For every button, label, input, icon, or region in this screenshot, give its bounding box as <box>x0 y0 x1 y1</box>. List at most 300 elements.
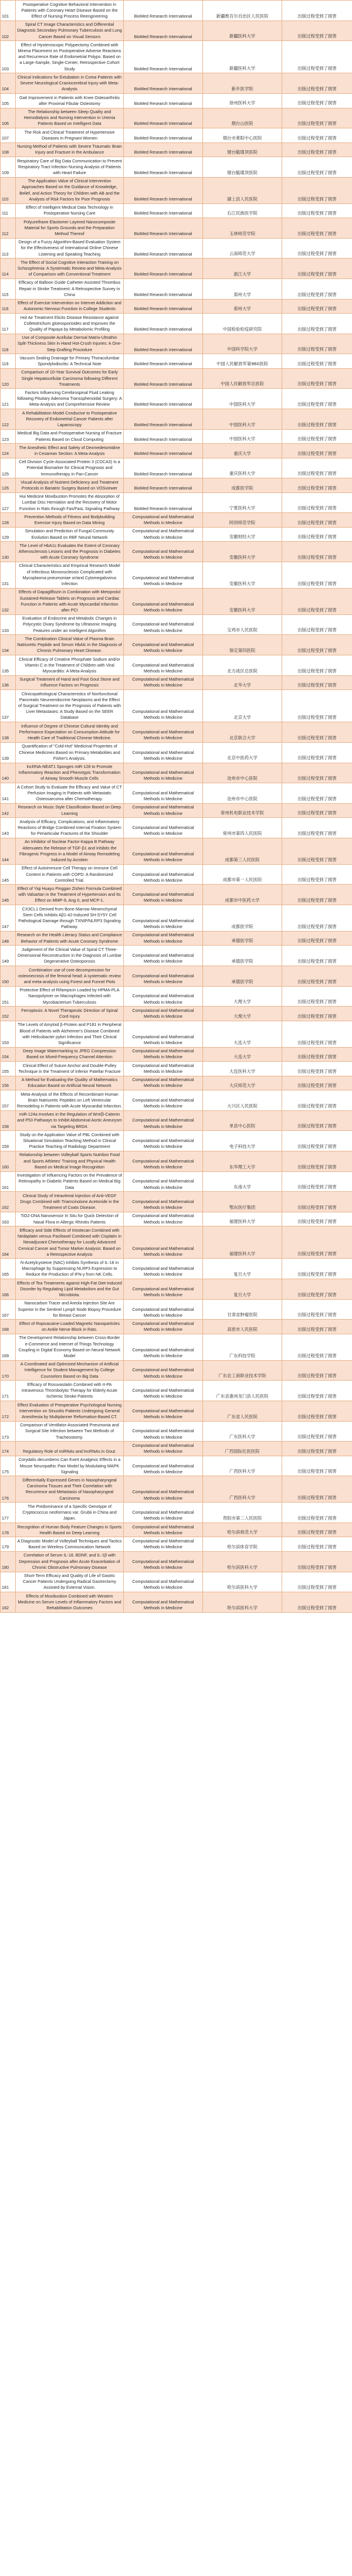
article-title-cell: Hot Air Treatment Elicits Disease Resistance against Colletotrichum gloeosporioides and Improves the Quality of Papaya by Metabolomic Profiling <box>16 314 124 334</box>
journal-name-cell: Computational and Mathematical Methods in Medicine <box>124 675 203 689</box>
table-row <box>1 1334 352 1360</box>
journal-name-cell: Computational and Mathematical Methods in Medicine <box>124 690 203 722</box>
row-index-cell: 104 <box>1 73 16 94</box>
article-title-cell: Clinicopathological Characteristics of Nonfunctional Pancreatic Neuroendocrine Neoplasms and the Effect of Surgical Treatment on the Prognosis of Patients with Liver Metastases: A Study Based on the SEER Database <box>16 690 124 722</box>
retraction-reason-cell: 出版过程受到了损害 <box>282 1192 352 1212</box>
table-row <box>1 1421 352 1442</box>
institution-cell: 贵阳市第二人民医院 <box>203 1503 282 1523</box>
row-index-cell: 134 <box>1 635 16 655</box>
institution-cell: 哈尔滨师范大学 <box>203 1523 282 1537</box>
institution-cell: 新疆维吾尔自治区人民医院 <box>203 1 282 21</box>
institution-cell: 哈尔滨体育学院 <box>203 1537 282 1551</box>
row-index-cell: 127 <box>1 492 16 513</box>
article-title-cell: Analysis of Efficacy, Complications, and Inflammatory Reactions of Bridge Combined Internal Fixation System for Periarticular Fractures of the Shoulder <box>16 818 124 838</box>
institution-cell: 北京中医药大学 <box>203 742 282 763</box>
institution-cell: 中国医科大学 <box>203 389 282 409</box>
row-index-cell: 133 <box>1 614 16 635</box>
journal-name-cell: BioMed Research International <box>124 299 203 313</box>
retraction-reason-cell: 出版过程受到了损害 <box>282 314 352 334</box>
journal-name-cell: Computational and Mathematical Methods in Medicine <box>124 1401 203 1422</box>
retraction-reason-cell: 出版过程受到了损害 <box>282 278 352 299</box>
table-row <box>1 218 352 239</box>
journal-name-cell: BioMed Research International <box>124 368 203 389</box>
retraction-reason-cell: 出版过程受到了损害 <box>282 492 352 513</box>
row-index-cell: 158 <box>1 1110 16 1131</box>
journal-name-cell: Computational and Mathematical Methods in Medicine <box>124 1523 203 1537</box>
retraction-reason-cell: 出版过程受到了损害 <box>282 389 352 409</box>
article-title-cell: Medical Big Data and Postoperative Nursing of Fracture Patients Based on Cloud Computing <box>16 429 124 443</box>
table-row <box>1 314 352 334</box>
article-title-cell: Ferroptosis: A Novel Therapeutic Direction of Spinal Cord Injury <box>16 1007 124 1021</box>
article-title-cell: Effect of Hysteroscopic Polypectomy Combined with Mirena Placement on Postoperative Adverse Reactions and Recurrence Rate of Endometrial Polyps: Based on a Large-Sample, Single-Center, Retrospective Cohort Study <box>16 41 124 73</box>
table-row <box>1 238 352 259</box>
row-index-cell: 145 <box>1 864 16 885</box>
table-row <box>1 742 352 763</box>
article-title-cell: Cell Division Cycle-Associated Protein 3 (CDCA3) Is a Potential Biomarker for Clinical Prognosis and Immunotherapy in Pan-Cancer <box>16 458 124 478</box>
journal-name-cell: Computational and Mathematical Methods in Medicine <box>124 1047 203 1061</box>
journal-name-cell: Computational and Mathematical Methods in Medicine <box>124 1334 203 1360</box>
row-index-cell: 101 <box>1 1 16 21</box>
journal-name-cell: Computational and Mathematical Methods in Medicine <box>124 1503 203 1523</box>
article-title-cell: Investigation of Influencing Factors on the Prevalence of Retinopathy in Diabetic Patients Based on Medical Big Data <box>16 1171 124 1192</box>
article-title-cell: A Cohort Study to Evaluate the Efficacy and Value of CT Perfusion Imaging in Patients with Metastatic Osteosarcoma after Chemotherapy. <box>16 783 124 804</box>
row-index-cell: 131 <box>1 562 16 588</box>
table-row <box>1 444 352 458</box>
row-index-cell: 150 <box>1 966 16 987</box>
retraction-reason-cell: 出版过程受到了损害 <box>282 1299 352 1320</box>
article-title-cell: The Development Relationship between Cross-Border e-Commerce and Internet of Things Technology Coupling in Digital Economy Based on Neural Network Model <box>16 1334 124 1360</box>
article-title-cell: The Relationship between Sleep Quality and Hemodialysis and Nursing Intervention in Uremia Patients Based on Intelligent Data <box>16 108 124 128</box>
institution-cell: 成都医学院 <box>203 478 282 492</box>
table-row <box>1 675 352 689</box>
journal-name-cell: BioMed Research International <box>124 389 203 409</box>
retraction-reason-cell: 出版过程受到了损害 <box>282 986 352 1007</box>
row-index-cell: 147 <box>1 905 16 932</box>
article-title-cell: Deep Image Watermarking to JPEG Compression Based on Mixed-Frequency Channel Attention <box>16 1047 124 1061</box>
institution-cell: 大理大学 <box>203 986 282 1007</box>
row-index-cell: 146 <box>1 885 16 905</box>
retraction-reason-cell: 出版过程受到了损害 <box>282 1592 352 1613</box>
institution-cell: 烟台毓璜顶医院 <box>203 157 282 178</box>
table-row <box>1 931 352 945</box>
retraction-reason-cell: 出版过程受到了损害 <box>282 142 352 157</box>
table-row <box>1 128 352 142</box>
institution-cell: 中国医科大学 <box>203 409 282 430</box>
table-row <box>1 885 352 905</box>
journal-name-cell: Computational and Mathematical Methods in Medicine <box>124 905 203 932</box>
row-index-cell: 106 <box>1 108 16 128</box>
article-title-cell: The Combination Clinical Value of Plasma Brain Natriuretic Peptide and Serum HbAlc in the Diagnosis of Chronic Pulmonary Heart Disease. <box>16 635 124 655</box>
row-index-cell: 171 <box>1 1381 16 1401</box>
retraction-reason-cell: 出版过程受到了损害 <box>282 818 352 838</box>
table-row <box>1 203 352 218</box>
article-title-cell: Research on Music Style Classification Based on Deep Learning <box>16 803 124 817</box>
article-title-cell: Efficacy and Side Effects of Irinotecan Combined with Nedaplatin versus Paclitaxel Combined with Cisplatin in Neoadjuvant Chemotherapy for Locally Advanced Cervical Cancer and Tumor Marker Analysis: Based on a Retrospective Analysis <box>16 1226 124 1259</box>
row-index-cell: 181 <box>1 1572 16 1592</box>
row-index-cell: 167 <box>1 1299 16 1320</box>
table-body <box>1 1 352 1613</box>
table-row <box>1 1076 352 1090</box>
journal-name-cell: Computational and Mathematical Methods in Medicine <box>124 722 203 743</box>
retraction-reason-cell: 出版过程受到了损害 <box>282 635 352 655</box>
institution-cell: 大理大学 <box>203 1007 282 1021</box>
institution-cell: 浙江大学 <box>203 259 282 279</box>
table-row <box>1 1110 352 1131</box>
journal-name-cell: Computational and Mathematical Methods in Medicine <box>124 1381 203 1401</box>
journal-name-cell: Computational and Mathematical Methods in Medicine <box>124 864 203 885</box>
institution-cell: 哈尔滨医科大学 <box>203 1572 282 1592</box>
journal-name-cell: BioMed Research International <box>124 108 203 128</box>
row-index-cell: 159 <box>1 1131 16 1151</box>
table-row <box>1 1 352 21</box>
retraction-reason-cell: 出版过程受到了损害 <box>282 1320 352 1334</box>
retraction-reason-cell: 出版过程受到了损害 <box>282 1360 352 1381</box>
row-index-cell: 105 <box>1 94 16 108</box>
row-index-cell: 149 <box>1 946 16 966</box>
table-row <box>1 389 352 409</box>
table-row <box>1 94 352 108</box>
institution-cell: 颍上县人民医院 <box>203 177 282 203</box>
article-title-cell: TiO2-DNA Nanosensor In Situ for Quick Detection of Nasal Flora in Allergic Rhinitis Patients <box>16 1212 124 1226</box>
journal-name-cell: Computational and Mathematical Methods in Medicine <box>124 1021 203 1047</box>
table-row <box>1 803 352 817</box>
table-row <box>1 1226 352 1259</box>
journal-name-cell: Computational and Mathematical Methods in Medicine <box>124 1279 203 1300</box>
journal-name-cell: Computational and Mathematical Methods in Medicine <box>124 1259 203 1279</box>
institution-cell: 大连医科大学 <box>203 1062 282 1076</box>
retraction-reason-cell: 出版过程受到了损害 <box>282 885 352 905</box>
retraction-reason-cell: 出版过程受到了损害 <box>282 458 352 478</box>
article-title-cell: Corydalis decumbens Can Exert Analgesic Effects in a Mouse Neuropathic Pain Model by Modulating MAPK Signaling <box>16 1456 124 1476</box>
row-index-cell: 129 <box>1 527 16 541</box>
article-title-cell: lncRNA-NEAT1 Sponges miR-128 to Promote Inflammatory Reaction and Phenotypic Transformation of Airway Smooth Muscle Cells <box>16 763 124 783</box>
institution-cell: 云南师范大学 <box>203 238 282 259</box>
article-title-cell: Combination use of core decompression for osteonecrosis of the femoral head: A systematic review and meta-analysis using Forest and Funnel Plots <box>16 966 124 987</box>
retraction-reason-cell: 出版过程受到了损害 <box>282 21 352 41</box>
retraction-reason-cell: 出版过程受到了损害 <box>282 1442 352 1456</box>
journal-name-cell: BioMed Research International <box>124 177 203 203</box>
row-index-cell: 136 <box>1 675 16 689</box>
table-row <box>1 492 352 513</box>
row-index-cell: 126 <box>1 478 16 492</box>
journal-name-cell: BioMed Research International <box>124 218 203 239</box>
journal-name-cell: Computational and Mathematical Methods in Medicine <box>124 803 203 817</box>
row-index-cell: 180 <box>1 1551 16 1572</box>
journal-name-cell: Computational and Mathematical Methods in Medicine <box>124 542 203 562</box>
institution-cell: 广东省惠州龙门县人民医院 <box>203 1381 282 1401</box>
institution-cell: 高密市人民医院 <box>203 1320 282 1334</box>
retraction-reason-cell: 出版过程受到了损害 <box>282 1226 352 1259</box>
table-row <box>1 1062 352 1076</box>
article-title-cell: Evaluation of Endocrine and Metabolic Changes in Polycystic Ovary Syndrome by Ultrasonic Imaging Features under an Intelligent Algorithm <box>16 614 124 635</box>
table-row <box>1 513 352 527</box>
row-index-cell: 111 <box>1 203 16 218</box>
table-row <box>1 1572 352 1592</box>
article-title-cell: Nursing Method of Patients with Severe Traumatic Brain Injury and Fracture in the Ambulance <box>16 142 124 157</box>
journal-name-cell: Computational and Mathematical Methods in Medicine <box>124 1110 203 1131</box>
article-title-cell: Effects of Dapagliflozin in Combination with Metoprolol Sustained-Release Tablets on Prognosis and Cardiac Function in Patients with Acute Myocardial Infarction after PCI <box>16 588 124 614</box>
row-index-cell: 162 <box>1 1192 16 1212</box>
institution-cell: 大兴区人民医院 <box>203 1090 282 1111</box>
retraction-reason-cell: 出版过程受到了损害 <box>282 1076 352 1090</box>
article-title-cell: Correlation of Serum IL-18, BDNF, and IL-1β with Depression and Prognosis after Acute Exacerbation of Chronic Obstructive Pulmonary Disease <box>16 1551 124 1572</box>
row-index-cell: 172 <box>1 1401 16 1422</box>
retraction-reason-cell: 出版过程受到了损害 <box>282 614 352 635</box>
row-index-cell: 177 <box>1 1503 16 1523</box>
institution-cell: 徐州医科大学 <box>203 94 282 108</box>
retraction-reason-cell: 出版过程受到了损害 <box>282 783 352 804</box>
journal-name-cell: Computational and Mathematical Methods in Medicine <box>124 1421 203 1442</box>
retraction-reason-cell: 出版过程受到了损害 <box>282 238 352 259</box>
article-title-cell: The Effect of Social Cognitive Interaction Training on Schizophrenia: A Systematic Review and Meta-Analysis of Comparison with Conventional Treatment <box>16 259 124 279</box>
retraction-reason-cell: 出版过程受到了损害 <box>282 354 352 368</box>
table-row <box>1 783 352 804</box>
retraction-reason-cell: 出版过程受到了损害 <box>282 444 352 458</box>
row-index-cell: 123 <box>1 429 16 443</box>
institution-cell: 玉林师范学院 <box>203 218 282 239</box>
institution-cell: 中国人民解放军总医院 <box>203 368 282 389</box>
institution-cell: 哈尔滨医科大学 <box>203 1551 282 1572</box>
table-row <box>1 655 352 676</box>
institution-cell: 郑州大学 <box>203 278 282 299</box>
institution-cell: 郑州大学 <box>203 299 282 313</box>
institution-cell: 重庆大学 <box>203 444 282 458</box>
table-row <box>1 1476 352 1503</box>
retraction-reason-cell: 出版过程受到了损害 <box>282 1212 352 1226</box>
table-row <box>1 1442 352 1456</box>
institution-cell: 广东省人民医院 <box>203 1401 282 1422</box>
table-row <box>1 1551 352 1572</box>
article-title-cell: Effects of Tea Treatments against High-Fat Diet-Induced Disorder by Regulating Lipid Metabolism and the Gut Microbiota. <box>16 1279 124 1300</box>
table-row <box>1 690 352 722</box>
article-title-cell: Judgement of the Clinical Value of Spiral CT Three-Dimensional Reconstruction in the Diagnosis of Lumbar Degenerative Osteoporosis <box>16 946 124 966</box>
institution-cell: 甘肃省肿瘤医院 <box>203 1299 282 1320</box>
institution-cell: 鄂东医疗集团 <box>203 1192 282 1212</box>
institution-cell: 重庆医科大学 <box>203 458 282 478</box>
journal-name-cell: Computational and Mathematical Methods in Medicine <box>124 1226 203 1259</box>
table-row <box>1 1503 352 1523</box>
journal-name-cell: Computational and Mathematical Methods in Medicine <box>124 527 203 541</box>
journal-name-cell: Computational and Mathematical Methods in Medicine <box>124 1476 203 1503</box>
journal-name-cell: Computational and Mathematical Methods in Medicine <box>124 1551 203 1572</box>
retraction-reason-cell: 出版过程受到了损害 <box>282 1090 352 1111</box>
article-title-cell: Differentially Expressed Genes in Nasopharyngeal Carcinoma Tissues and Their Correlation with Recurrence and Metastasis of Nasopharyngeal Carcinoma <box>16 1476 124 1503</box>
table-row <box>1 458 352 478</box>
institution-cell: 单县中心医院 <box>203 1110 282 1131</box>
table-row <box>1 1021 352 1047</box>
table-row <box>1 763 352 783</box>
table-row <box>1 1192 352 1212</box>
institution-cell: 大庆师范大学 <box>203 1076 282 1090</box>
journal-name-cell: BioMed Research International <box>124 238 203 259</box>
journal-name-cell: Computational and Mathematical Methods in Medicine <box>124 1360 203 1381</box>
table-row <box>1 1360 352 1381</box>
row-index-cell: 121 <box>1 389 16 409</box>
journal-name-cell: Computational and Mathematical Methods in Medicine <box>124 1007 203 1021</box>
table-row <box>1 864 352 885</box>
retraction-reason-cell: 出版过程受到了损害 <box>282 1131 352 1151</box>
table-row <box>1 1523 352 1537</box>
table-row <box>1 21 352 41</box>
row-index-cell: 109 <box>1 157 16 178</box>
journal-name-cell: Computational and Mathematical Methods in Medicine <box>124 1192 203 1212</box>
article-title-cell: Efficacy of Rosuvastatin Combined with rt-PA Intravenous Thrombolytic Therapy for Elderly Acute Ischemic Stroke Patients <box>16 1381 124 1401</box>
row-index-cell: 173 <box>1 1421 16 1442</box>
table-row <box>1 142 352 157</box>
table-row <box>1 1007 352 1021</box>
table-row <box>1 1212 352 1226</box>
row-index-cell: 151 <box>1 986 16 1007</box>
article-title-cell: Influence of Degree of Chinese Cultural Identity and Performance Expectation on Consumption Attitude for Health Care of Traditional Chinese Medicine. <box>16 722 124 743</box>
retraction-reason-cell: 出版过程受到了损害 <box>282 73 352 94</box>
row-index-cell: 140 <box>1 763 16 783</box>
table-row <box>1 818 352 838</box>
article-title-cell: Respiratory Care of Big Data Communication to Prevent Respiratory Tract Infection Nursing Analysis of Patients with Heart Failure <box>16 157 124 178</box>
retraction-reason-cell: 出版过程受到了损害 <box>282 864 352 885</box>
institution-cell: 东华理工大学 <box>203 1151 282 1171</box>
article-title-cell: Surgical Treatment of Hand and Foot Gout Stone and Influence Factors on Prognosis <box>16 675 124 689</box>
retraction-reason-cell: 出版过程受到了损害 <box>282 368 352 389</box>
row-index-cell: 161 <box>1 1171 16 1192</box>
row-index-cell: 163 <box>1 1212 16 1226</box>
row-index-cell: 122 <box>1 409 16 430</box>
institution-cell: 承德医学院 <box>203 946 282 966</box>
article-title-cell: Effect Evaluation of Preoperative Psychological Nursing Intervention on Sinusitis Patients Undergoing General Anesthesia by Multiplanner Reformation-Based CT. <box>16 1401 124 1422</box>
journal-name-cell: Computational and Mathematical Methods in Medicine <box>124 1299 203 1320</box>
row-index-cell: 148 <box>1 931 16 945</box>
row-index-cell: 116 <box>1 299 16 313</box>
table-row <box>1 1299 352 1320</box>
institution-cell: 成都医学院 <box>203 905 282 932</box>
retraction-reason-cell: 出版过程受到了损害 <box>282 1334 352 1360</box>
row-index-cell: 107 <box>1 128 16 142</box>
journal-name-cell: Computational and Mathematical Methods in Medicine <box>124 1062 203 1076</box>
institution-cell: 成都市第一人民医院 <box>203 864 282 885</box>
institution-cell: 烟台毓璜顶医院 <box>203 142 282 157</box>
journal-name-cell: Computational and Mathematical Methods in Medicine <box>124 783 203 804</box>
table-row <box>1 1131 352 1151</box>
journal-name-cell: BioMed Research International <box>124 157 203 178</box>
institution-cell: 承德医学院 <box>203 931 282 945</box>
retraction-reason-cell: 出版过程受到了损害 <box>282 1110 352 1131</box>
row-index-cell: 115 <box>1 278 16 299</box>
row-index-cell: 102 <box>1 21 16 41</box>
article-title-cell: Vacuum Sealing Drainage for Primary Thoracolumbar Spondylodiscitis: A Technical Note <box>16 354 124 368</box>
row-index-cell: 120 <box>1 368 16 389</box>
retraction-reason-cell: 出版过程受到了损害 <box>282 905 352 932</box>
journal-name-cell: BioMed Research International <box>124 444 203 458</box>
table-row <box>1 905 352 932</box>
retraction-reason-cell: 出版过程受到了损害 <box>282 1279 352 1300</box>
retraction-reason-cell: 出版过程受到了损害 <box>282 946 352 966</box>
article-title-cell: Design of a Fuzzy Algorithm-Based Evaluation System for the Effectiveness of International Online Chinese Listening and Speaking Teaching <box>16 238 124 259</box>
institution-cell: 复旦大学 <box>203 1259 282 1279</box>
institution-cell: 常州机电职业技术学院 <box>203 803 282 817</box>
journal-name-cell: BioMed Research International <box>124 1 203 21</box>
journal-name-cell: Computational and Mathematical Methods in Medicine <box>124 513 203 527</box>
retraction-reason-cell: 出版过程受到了损害 <box>282 108 352 128</box>
article-title-cell: Effect of Autoimmune Cell Therapy on Immune Cell Content in Patients with COPD: A Randomized Controlled Trial. <box>16 864 124 885</box>
article-title-cell: Relationship between Volleyball Sports Nutrition Food and Sports Athletes' Training and Physical Health Based on Medical Image Recognition <box>16 1151 124 1171</box>
journal-name-cell: Computational and Mathematical Methods in Medicine <box>124 1592 203 1613</box>
table-row <box>1 588 352 614</box>
journal-name-cell: Computational and Mathematical Methods in Medicine <box>124 1151 203 1171</box>
institution-cell: 福建医科大学 <box>203 1226 282 1259</box>
retraction-reason-cell: 出版过程受到了损害 <box>282 259 352 279</box>
journal-name-cell: BioMed Research International <box>124 142 203 157</box>
article-title-cell: Clinical Characteristics and Empirical Research Model of Infectious Mononucleosis Complicated with Mycoplasma pneumoniae or/and Cytomegalovirus Infection <box>16 562 124 588</box>
institution-cell: 新疆医科大学 <box>203 21 282 41</box>
article-title-cell: Clinical Effect of Suture Anchor and Double-Pulley Technique in the Treatment of Inferior Patellar Fracture <box>16 1062 124 1076</box>
retraction-reason-cell: 出版过程受到了损害 <box>282 562 352 588</box>
journal-name-cell: Computational and Mathematical Methods in Medicine <box>124 614 203 635</box>
article-title-cell: Polyurethane Elastomer Layered Nanocomposite Material for Sports Grounds and the Preparation Method Thereof <box>16 218 124 239</box>
retraction-reason-cell: 出版过程受到了损害 <box>282 655 352 676</box>
article-title-cell: Meta-Analysis of the Effects of Recombinant Human Brain Natriuretic Peptides on Left Ventricular Remodeling in Patients with Acute Myocardial Infarction. <box>16 1090 124 1111</box>
table-row <box>1 368 352 389</box>
institution-cell: 广西医科大学 <box>203 1476 282 1503</box>
journal-name-cell: BioMed Research International <box>124 73 203 94</box>
row-index-cell: 135 <box>1 655 16 676</box>
institution-cell: 烟台山医院 <box>203 108 282 128</box>
row-index-cell: 170 <box>1 1360 16 1381</box>
institution-cell: 烟台市莱阳中心医院 <box>203 128 282 142</box>
institution-cell: 安徽医科大学 <box>203 588 282 614</box>
row-index-cell: 168 <box>1 1320 16 1334</box>
journal-name-cell: Computational and Mathematical Methods in Medicine <box>124 635 203 655</box>
institution-cell: 中国人民解放军第960医院 <box>203 354 282 368</box>
row-index-cell: 176 <box>1 1476 16 1503</box>
retraction-reason-cell: 出版过程受到了损害 <box>282 128 352 142</box>
retraction-reason-cell: 出版过程受到了损害 <box>282 429 352 443</box>
retraction-reason-cell: 出版过程受到了损害 <box>282 1047 352 1061</box>
institution-cell: 北方战区总医院 <box>203 655 282 676</box>
row-index-cell: 119 <box>1 354 16 368</box>
retraction-reason-cell: 出版过程受到了损害 <box>282 334 352 354</box>
row-index-cell: 108 <box>1 142 16 157</box>
journal-name-cell: Computational and Mathematical Methods in Medicine <box>124 1131 203 1151</box>
journal-name-cell: Computational and Mathematical Methods in Medicine <box>124 966 203 987</box>
journal-name-cell: Computational and Mathematical Methods in Medicine <box>124 1537 203 1551</box>
journal-name-cell: BioMed Research International <box>124 128 203 142</box>
retraction-reason-cell: 出版过程受到了损害 <box>282 1503 352 1523</box>
article-title-cell: Clinical Efficacy of Creatine Phosphate Sodium and/or Vitamin C in the Treatment of Children with Viral Myocarditis: A Meta-Analysis <box>16 655 124 676</box>
row-index-cell: 175 <box>1 1456 16 1476</box>
retraction-reason-cell: 出版过程受到了损害 <box>282 157 352 178</box>
journal-name-cell: BioMed Research International <box>124 314 203 334</box>
row-index-cell: 132 <box>1 588 16 614</box>
institution-cell: 大连大学 <box>203 1021 282 1047</box>
row-index-cell: 157 <box>1 1090 16 1111</box>
retraction-reason-cell: 出版过程受到了损害 <box>282 1 352 21</box>
retraction-reason-cell: 出版过程受到了损害 <box>282 690 352 722</box>
article-title-cell: Effect of Yiqi Huayu Pinggan Zishen Formula Combined with Valsartan in the Treatment of Hypertension and Its Effect on MMP-9, Ang II, and MCP-1. <box>16 885 124 905</box>
journal-name-cell: Computational and Mathematical Methods in Medicine <box>124 763 203 783</box>
row-index-cell: 117 <box>1 314 16 334</box>
institution-cell: 安徽医科大学 <box>203 542 282 562</box>
row-index-cell: 166 <box>1 1279 16 1300</box>
retraction-reason-cell: 出版过程受到了损害 <box>282 742 352 763</box>
row-index-cell: 125 <box>1 458 16 478</box>
retraction-reason-cell: 出版过程受到了损害 <box>282 1062 352 1076</box>
table-row <box>1 1456 352 1476</box>
table-row <box>1 177 352 203</box>
institution-cell: 成都市中医药大学 <box>203 885 282 905</box>
article-title-cell: Comparison of Ventilator-Associated Pneumonia and Surgical Site Infection between Two Methods of Tracheostomy. <box>16 1421 124 1442</box>
table-row <box>1 946 352 966</box>
journal-name-cell: Computational and Mathematical Methods in Medicine <box>124 931 203 945</box>
article-title-cell: Efficacy of Balloon Guide Catheter-Assisted Thrombus Repair in Stroke Treatment: A Retrospective Survey in China <box>16 278 124 299</box>
